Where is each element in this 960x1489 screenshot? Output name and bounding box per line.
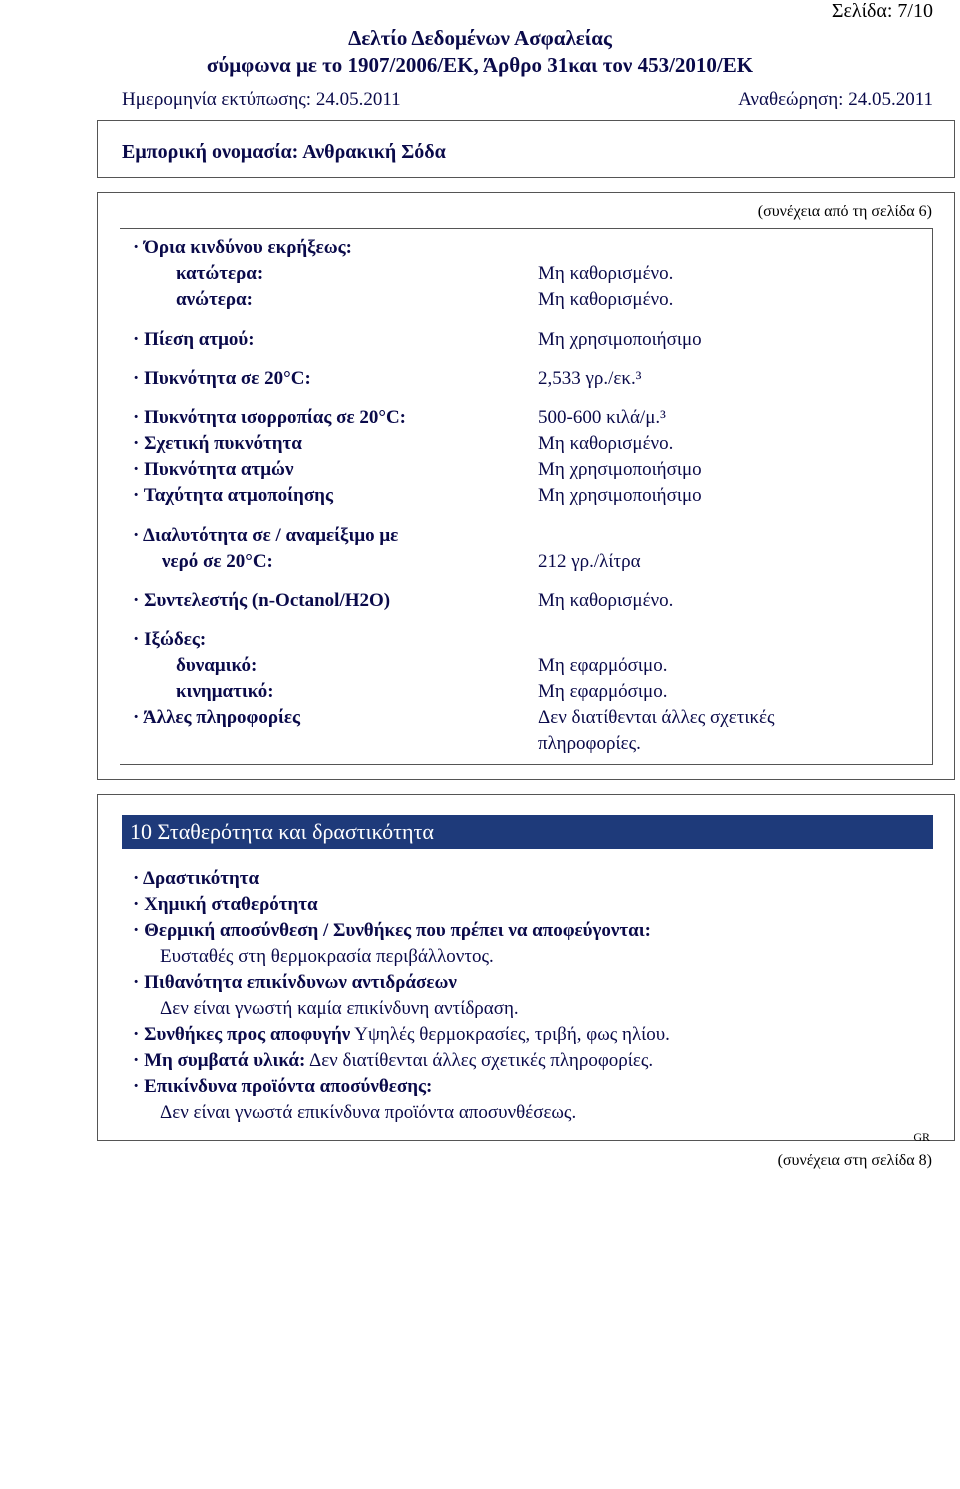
conditions-to-avoid-value: Υψηλές θερμοκρασίες, τριβή, φως ηλίου. (350, 1024, 670, 1045)
evaporation-rate-value: Μη χρησιμοποιήσιμο (538, 485, 702, 506)
conditions-to-avoid-line (133, 1024, 670, 1046)
document-title: Δελτίο Δεδομένων Ασφαλείας (348, 26, 612, 50)
section-10-title: 10 Σταθερότητα και δραστικότητα (130, 819, 434, 844)
revision-date: Αναθεώρηση: 24.05.2011 (738, 89, 933, 110)
trade-name: Εμπορική ονομασία: Ανθρακική Σόδα (122, 141, 446, 163)
upper-limit-label: ανώτερα: (176, 289, 253, 310)
conditions-to-avoid-label: · Συνθήκες προς αποφυγήν (133, 1024, 351, 1045)
country-code: GR (913, 1130, 930, 1144)
solubility-label-cont: νερό σε 20°C: (162, 551, 273, 572)
viscosity-label: · Ιξώδες: (133, 629, 207, 650)
other-info-value: Δεν διατίθενται άλλες σχετικές (538, 707, 775, 728)
vapour-pressure-value: Μη χρησιμοποιήσιμο (538, 329, 702, 350)
chemical-stability-label: · Χημική σταθερότητα (133, 894, 318, 915)
solubility-label: · Διαλυτότητα σε / αναμείξιμο με (133, 525, 399, 546)
vapour-density-value: Μη χρησιμοποιήσιμο (538, 459, 702, 480)
bulk-density-value: 500-600 κιλά/μ.³ (538, 407, 666, 428)
decomposition-products-value: Δεν είναι γνωστά επικίνδυνα προϊόντα αποσυνθέσεως. (160, 1102, 577, 1123)
dynamic-viscosity-value: Μη εφαρμόσιμο. (538, 655, 668, 676)
reactivity-label: · Δραστικότητα (133, 868, 260, 889)
density-label: · Πυκνότητα σε 20°C: (133, 368, 311, 389)
dynamic-viscosity-label: δυναμικό: (176, 655, 258, 676)
incompatible-materials-label: · Μη συμβατά υλικά: (133, 1050, 306, 1071)
thermal-decomposition-value: Ευσταθές στη θερμοκρασία περιβάλλοντος. (160, 946, 494, 967)
bulk-density-label: · Πυκνότητα ισορροπίας σε 20°C: (133, 407, 407, 428)
properties-inner-bottom-border (120, 764, 933, 765)
thermal-decomposition-label: · Θερμική αποσύνθεση / Συνθήκες που πρέπει να αποφεύγονται: (133, 920, 651, 941)
lower-limit-label: κατώτερα: (176, 263, 264, 284)
hazardous-reactions-value: Δεν είναι γνωστή καμία επικίνδυνη αντίδραση. (160, 998, 519, 1019)
print-date: Ημερομηνία εκτύπωσης: 24.05.2011 (122, 89, 401, 110)
page-number: Σελίδα: 7/10 (831, 0, 933, 22)
continued-from-note: (συνέχεια από τη σελίδα 6) (757, 203, 932, 220)
vapour-pressure-label: · Πίεση ατμού: (133, 329, 255, 350)
lower-limit-value: Μη καθορισμένο. (538, 263, 674, 284)
relative-density-value: Μη καθορισμένο. (538, 433, 674, 454)
solubility-value: 212 γρ./λίτρα (538, 551, 641, 572)
explosion-limits-label: · Όρια κινδύνου εκρήξεως: (133, 237, 352, 258)
other-info-value-cont: πληροφορίες. (538, 733, 641, 754)
continued-to-note: (συνέχεια στη σελίδα 8) (777, 1152, 932, 1169)
properties-inner-right-border (932, 228, 933, 764)
partition-coefficient-label: · Συντελεστής (n-Octanol/H2O) (133, 590, 391, 611)
other-info-label: · Άλλες πληροφορίες (133, 707, 301, 728)
vapour-density-label: · Πυκνότητα ατμών (133, 459, 294, 480)
upper-limit-value: Μη καθορισμένο. (538, 289, 674, 310)
kinematic-viscosity-label: κινηματικό: (176, 681, 274, 702)
relative-density-label: · Σχετική πυκνότητα (133, 433, 302, 454)
density-value: 2,533 γρ./εκ.³ (538, 368, 642, 389)
regulation-subtitle: σύμφωνα με το 1907/2006/ΕΚ, Άρθρο 31και τον 453/2010/ΕΚ (206, 53, 754, 77)
incompatible-materials-value: Δεν διατίθενται άλλες σχετικές πληροφορίες. (305, 1050, 654, 1071)
hazardous-reactions-label: · Πιθανότητα επικίνδυνων αντιδράσεων (133, 972, 457, 993)
partition-coefficient-value: Μη καθορισμένο. (538, 590, 674, 611)
kinematic-viscosity-value: Μη εφαρμόσιμο. (538, 681, 668, 702)
incompatible-materials-line (133, 1050, 653, 1072)
decomposition-products-label: · Επικίνδυνα προϊόντα αποσύνθεσης: (133, 1076, 433, 1097)
evaporation-rate-label: · Ταχύτητα ατμοποίησης (133, 485, 333, 506)
properties-inner-top-border (120, 228, 933, 229)
